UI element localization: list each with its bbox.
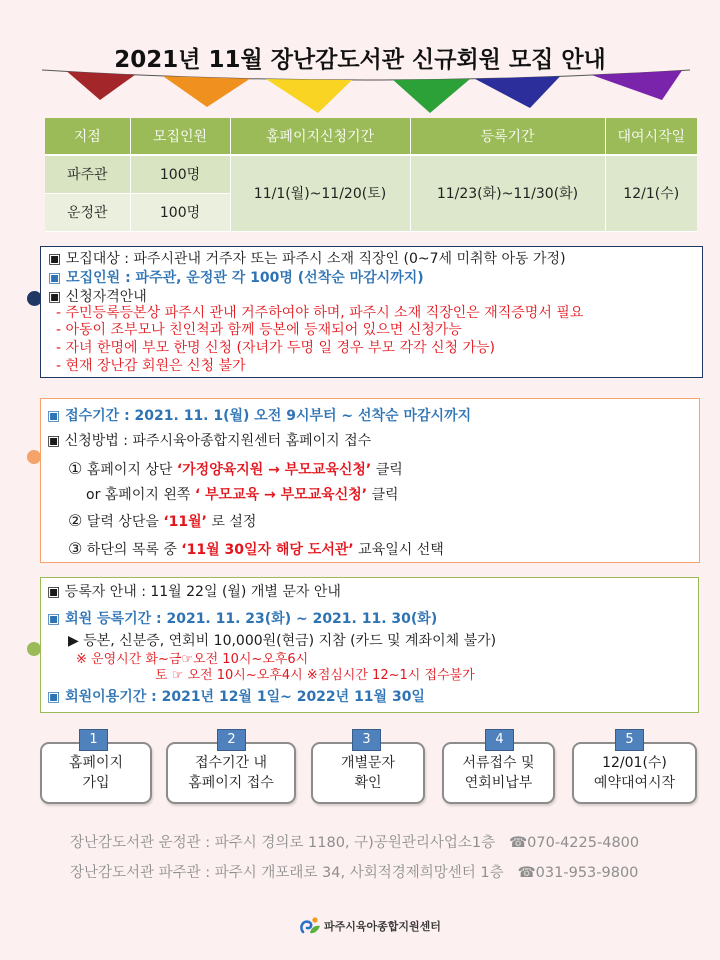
step-highlight: ‘가정양육지원 → 부모교육신청’ [176,462,372,478]
page-title: 2021년 11월 장난감도서관 신규회원 모집 안내 [114,47,606,73]
qualification-item: - 현재 장난감 회원은 신청 불가 [56,358,246,374]
table-header-cell: 대여시작일 [605,118,697,155]
step-text: 달력 상단을 [82,514,164,530]
step-mark: ③ [68,539,83,558]
registrant-notice-text: ▣ 등록자 안내 : 11월 22일 (월) 개별 문자 안내 [47,584,341,600]
branch-address-line [70,833,710,853]
step-text: or 홈페이지 왼쪽 [86,487,195,503]
registration-period-text: ▣ 회원 등록기간 : 2021. 11. 23(화) ~ 2021. 11. 30(화) [47,611,438,627]
capacity-cell: 100명 [130,155,230,193]
table-header-cell: 지점 [45,118,130,155]
branch-address-line [70,863,710,883]
step-mark: ② [68,511,83,530]
step-highlight: ‘11월 30일자 해당 도서관’ [181,542,354,558]
bunting-flag [163,76,250,107]
branch-address: 장난감도서관 운정관 : 파주시 경의로 1180, 구)공원관리사업소1층 [70,835,496,851]
step-number-badge: 2 [217,729,246,751]
application-step-1-alternative [86,485,399,505]
bunting-flag [475,76,560,108]
rental-start-cell: 12/1(수) [605,155,697,231]
branch-address: 장난감도서관 파주관 : 파주시 개포래로 34, 사회적경제희망센터 1층 [70,865,504,881]
step-label-line: 홈페이지 접수 [188,775,274,791]
step-label-line: 연회비납부 [464,775,533,791]
qualification-item: - 자녀 한명에 부모 한명 신청 (자녀가 두명 일 경우 부모 각각 신청 가능) [56,340,495,356]
step-number-badge: 3 [352,729,381,751]
recruitment-target-text: ▣ 모집대상 : 파주시관내 거주자 또는 파주시 소재 직장인 (0~7세 미취학 아동 가정) [48,251,566,267]
eligibility-box [40,246,703,378]
section-marker-dot [27,450,41,464]
table-row [45,155,697,193]
capacity-cell: 100명 [130,193,230,231]
step-label-line: 12/01(수) [602,755,667,771]
table-header-cell: 홈페이지신청기간 [230,118,410,155]
table-header-cell: 모집인원 [130,118,230,155]
step-text: 하단의 목록 중 [82,542,182,558]
membership-period-text: ▣ 회원이용기간 : 2021년 12월 1일~ 2022년 11월 30일 [47,689,425,705]
recruitment-quota-text: ▣ 모집인원 : 파주관, 운정관 각 100명 (선착순 마감시까지) [48,270,424,286]
branch-name-cell: 운정관 [45,193,130,231]
table-header-cell: 등록기간 [410,118,605,155]
step-label-line: 홈페이지 [68,755,124,771]
bunting-flag [67,71,135,100]
step-label-line: 예약대여시작 [593,775,676,791]
center-logo-text: 파주시육아종합지원센터 [324,920,441,933]
application-method-text: ▣ 신청방법 : 파주시육아종합지원센터 홈페이지 접수 [47,433,372,449]
application-step-3 [68,539,444,560]
weekday-hours-text: ※ 운영시간 화~금☞오전 10시~오후6시 [76,652,309,667]
center-logo [298,915,441,939]
phone-number: ☎031-953-9800 [517,865,639,881]
schedule-table [45,118,697,232]
application-step-2 [68,511,256,532]
application-period-text: ▣ 접수기간 : 2021. 11. 1(월) 오전 9시부터 ~ 선착순 마감시까지 [47,408,472,424]
step-text: 로 설정 [206,514,257,530]
step-number-badge: 4 [485,729,514,751]
bunting-flag [592,70,682,100]
registration-requirements-text: ▶ 등본, 신분증, 연회비 10,000원(현금) 지참 (카드 및 계좌이체 불가) [68,633,497,649]
phone-number: ☎070-4225-4800 [509,835,640,851]
step-mark: ① [68,459,83,478]
application-period-cell: 11/1(월)~11/20(토) [230,155,410,231]
bunting-flag [266,79,352,113]
branch-name-cell: 파주관 [45,155,130,193]
step-highlight: ‘ 부모교육 → 부모교육신청’ [194,487,368,503]
process-step-1 [40,742,152,804]
registration-period-cell: 11/23(화)~11/30(화) [410,155,605,231]
process-step-5 [572,742,697,804]
center-logo-icon [298,915,322,937]
step-text: 홈페이지 상단 [82,462,177,478]
process-step-2 [166,742,296,804]
step-number-badge: 5 [615,729,644,751]
registration-box [40,577,699,713]
step-text: 클릭 [371,462,403,478]
bunting-flag [393,79,470,113]
qualification-heading: ▣ 신청자격안내 [48,289,147,305]
step-text: 클릭 [367,487,399,503]
step-number-badge: 1 [79,729,108,751]
application-step-1 [68,459,403,480]
saturday-hours-text: 토 ☞ 오전 10시~오후4시 ※점심시간 12~1시 접수불가 [155,668,475,683]
process-step-3 [311,742,425,804]
step-highlight: ‘11월’ [163,514,207,530]
step-label-line: 개별문자 [340,755,396,771]
table-header-row [45,118,697,155]
section-marker-dot [27,642,41,656]
step-label-line: 접수기간 내 [194,755,268,771]
step-label-line: 확인 [354,775,382,791]
step-text: 교육일시 선택 [353,542,444,558]
step-label-line: 서류접수 및 [462,755,535,771]
step-label-line: 가입 [82,775,110,791]
qualification-item: - 아동이 조부모나 친인척과 함께 등본에 등재되어 있으면 신청가능 [56,322,462,338]
qualification-item: - 주민등록등본상 파주시 관내 거주하여야 하며, 파주시 소재 직장인은 재직증명서 필요 [56,305,584,321]
process-step-4 [442,742,555,804]
application-box [40,398,700,563]
